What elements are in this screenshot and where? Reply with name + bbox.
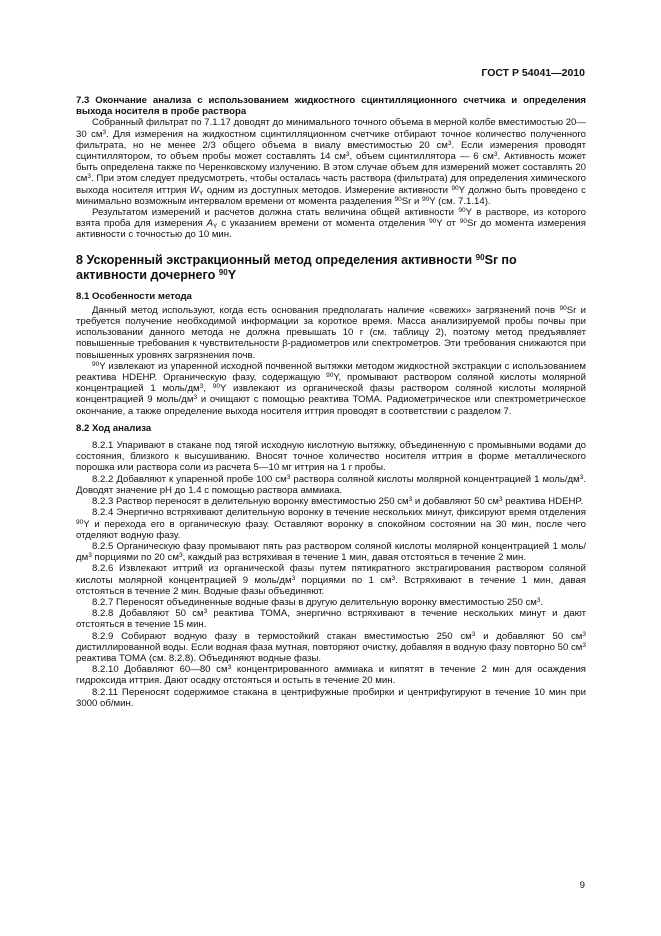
page-content (76, 95, 586, 709)
text: и очищают с помощью реактива ТОМА. Радиометрическое или спектрометрическое окончание, а также определение выхода носителя иттрия проводят в соответствии с разделом 7. (76, 394, 586, 417)
text: одним из доступных методов. Измерение активности (203, 184, 452, 196)
sup: 3 (345, 151, 350, 159)
text: реактива HDEHP. (502, 496, 584, 508)
sup: 90 (475, 252, 485, 262)
sup: 90 (422, 195, 430, 203)
sup: 3 (203, 608, 208, 616)
text: 8.2.6 Извлекают иттрий из органической фазы путем пятикратного экстрагирования раствором соляной кислоты молярной концентрацией 9 моль/дм (76, 563, 586, 586)
sup: 90 (92, 360, 100, 368)
sup: 3 (498, 496, 503, 504)
text: 8.2.10 Добавляют 60—80 см (92, 664, 228, 676)
text: , объем сцинтиллятора — 6 см (349, 151, 494, 163)
item-8-2-2 (76, 474, 586, 496)
sup: 90 (459, 218, 467, 226)
sup: 3 (493, 151, 498, 159)
text: Y и перехода его в органическую фазу. Оставляют воронку в спокойном состоянии на 30 мин, после чего отделяют водную фазу. (76, 518, 586, 541)
sup: 3 (582, 630, 586, 638)
text: 8.2.7 Переносят объединенные водные фазы в другую делительную воронку вместимостью 250 см (92, 596, 537, 608)
sup: 3 (199, 383, 204, 391)
text: Sr и требуется получение необходимой информации за короткое время. Масса анализируемой пробы почвы при использовании данного метода не должна превышать 10 г (см. таблицу 2), поэтому метод предъявляет повышенные требования к чувствительности β-радиометров или спектрометров. Эти требования снижаются при повышенных уровнях загрязнения почв. (76, 304, 586, 361)
symbol-a: A (206, 218, 214, 230)
text: 8 Ускоренный экстракционный метод определения активности (76, 252, 476, 267)
sup: 90 (451, 184, 459, 192)
text: 8.2.5 Органическую фазу промывают пять раз раствором соляной кислоты молярной концентрацией 1 моль/дм (76, 540, 586, 564)
section-7-3-heading (76, 95, 586, 117)
text: Y (227, 267, 237, 282)
text: и добавляют 50 см (412, 496, 499, 508)
text: реактива ТОМА, энергично встряхивают в течение нескольких минут и дают отстояться в течение 15 мин. (76, 608, 586, 631)
text: . Для измерения на жидкостном сцинтилляционном счетчике отбирают точное количество полученного фильтрата, но не менее 2/3 общего объема в виалу вместимостью 20 см (76, 128, 586, 151)
sup: 3 (447, 139, 452, 147)
text: порциями по 20 см (91, 552, 179, 564)
text: Данный метод используют, когда есть основания предполагать наличие «свежих» загрязнений почв (92, 304, 560, 316)
text: 8.2.3 Раствор переносят в делительную воронку вместимостью 250 см (92, 496, 409, 508)
sup: 3 (391, 574, 396, 582)
text: . Если измерения проводят сцинтиллятором, то объем пробы может составлять 14 см (76, 139, 586, 163)
item-8-2-6 (76, 563, 586, 597)
paragraph-8-1-2 (76, 361, 586, 417)
text: . Доводят значение pH до 1.4 с помощью раствора аммиака. (76, 473, 586, 496)
symbol-w: W (189, 184, 199, 196)
text: . При этом следует предусмотреть, чтобы осталась часть раствора (фильтрата) для определения химического выхода носителя иттрия (76, 173, 586, 196)
paragraph-7-3-2 (76, 207, 586, 241)
sup: 3 (471, 630, 476, 638)
text: , (203, 383, 213, 395)
section-8-1-heading: 8.1 Особенности метода (76, 290, 192, 302)
text: концентрированного аммиака и кипятят в течение 2 мин для осаждения гидроксида иттрия. Дают осадку отстояться и остыть в течение 20 мин. (76, 664, 586, 687)
sup: 3 (227, 664, 232, 672)
text: 8.2.8 Добавляют 50 см (92, 608, 204, 620)
text: . Встряхивают в течение 1 мин, давая отстояться в течение 2 мин. Водные фазы объединяют. (76, 574, 587, 597)
standard-code: ГОСТ Р 54041—2010 (481, 67, 585, 79)
item-8-2-5 (76, 541, 586, 563)
text: Y (см. 7.1.14). (429, 195, 491, 207)
text: дистиллированной воды. Если водная фаза мутная, повторяют очистку, добавляя в водную фазу повторно 50 см (76, 641, 583, 653)
text: . (540, 596, 544, 608)
text: Результатом измерений и расчетов должна стать величина общей активности (92, 207, 459, 219)
text: Sr до момента измерения активности с точностью до 10 мин. (76, 218, 586, 241)
sup: 90 (218, 267, 228, 277)
sup: 3 (88, 552, 92, 560)
sup: 90 (559, 304, 567, 312)
sup: 3 (87, 173, 92, 181)
item-8-2-11: 8.2.11 Переносят содержимое стакана в центрифужные пробирки и центрифугируют в течение 10 мин при 3000 об/мин. (76, 686, 586, 709)
text: с указанием времени от момента отделения (217, 218, 430, 230)
text: Y должно быть проведено с минимально возможным интервалом времени от момента разделения (76, 184, 586, 207)
text: Собранный фильтрат по 7.1.17 доводят до минимального точного объема в мерной колбе вместимостью 20—30 см (76, 117, 586, 140)
item-8-2-8 (76, 608, 586, 630)
sup: 3 (102, 128, 107, 136)
sup: 90 (212, 383, 220, 391)
sup: 90 (458, 207, 466, 215)
text: Y извлекают из упаренной исходной почвенной вытяжки методом жидкостной экстракции с использованием реактива HDEHP. Органическую фазу, содержащую (76, 360, 586, 384)
text: . Активность может быть определена также по Черенковскому излучению. В этом случае объем для измерений может составлять 20 см (76, 151, 587, 185)
text: Sr и (401, 195, 422, 207)
text: порциями по 1 см (295, 574, 392, 586)
text: 8.2.2 Добавляют к упаренной пробе 100 см (92, 473, 287, 485)
section-8-heading (76, 253, 586, 283)
sup: 3 (408, 496, 413, 504)
text: и добавляют 50 см (475, 630, 583, 642)
text: Y от (436, 218, 460, 230)
paragraph-8-1-1 (76, 305, 586, 361)
paragraph-7-3-1 (76, 117, 586, 207)
section-8-2-heading: 8.2 Ход анализа (76, 422, 152, 434)
sup: 3 (286, 473, 291, 481)
sub: Y (213, 223, 218, 231)
page-number: 9 (579, 880, 585, 891)
sup: 3 (579, 473, 584, 481)
text: 8.2.9 Собирают водную фазу в термостойкий стакан вместимостью 250 см (92, 630, 472, 642)
text: раствора соляной кислоты молярной концентрацией 1 моль/дм (290, 473, 580, 485)
sup: 3 (291, 574, 296, 582)
text: , каждый раз встряхивая в течение 1 мин, давая отстояться в течение 2 мин. (182, 552, 526, 564)
item-8-2-1: 8.2.1 Упаривают в стакане под тягой исходную кислотную вытяжку, объединенную с промывными водами до состояния, близкого к высушиванию. Вносят точное количество носителя иттрия в форме металлического порошка или раствора соли из расчета 5—10 мг иттрия на 1 г пробы. (76, 440, 586, 474)
sup: 90 (429, 218, 437, 226)
sup: 90 (76, 518, 84, 526)
section-7-3-heading-text: 7.3 Окончание анализа с использованием жидкостного сцинтилляционного счетчика и определения выхода носителя в пробе раствора (76, 95, 586, 118)
sup: 3 (193, 394, 198, 402)
text: Y извлекают из органической фазы раствором соляной кислоты молярной концентрацией 9 моль/дм (76, 383, 586, 406)
text: 8.2.4 Энергично встряхивают делительную воронку в течение нескольких минут, фиксируют время отделения (92, 507, 586, 519)
item-8-2-10 (76, 664, 586, 686)
item-8-2-3 (76, 496, 586, 507)
text: Sr по активности дочернего (76, 252, 517, 282)
text: Y, промывают раствором соляной кислоты молярной концентрацией 1 моль/дм (76, 372, 586, 395)
item-8-2-4 (76, 507, 586, 541)
sup: 90 (394, 195, 402, 203)
item-8-2-9 (76, 631, 586, 665)
sup: 3 (178, 552, 183, 560)
sup: 90 (326, 372, 334, 380)
sup: 3 (536, 596, 541, 604)
text: реактива ТОМА (см. 8.2.8). Объединяют водные фазы. (76, 652, 322, 664)
sub: Y (198, 189, 204, 197)
sup: 3 (582, 641, 586, 649)
text: Y в растворе, из которого взята проба для измерения (76, 207, 586, 230)
item-8-2-7 (76, 597, 586, 608)
